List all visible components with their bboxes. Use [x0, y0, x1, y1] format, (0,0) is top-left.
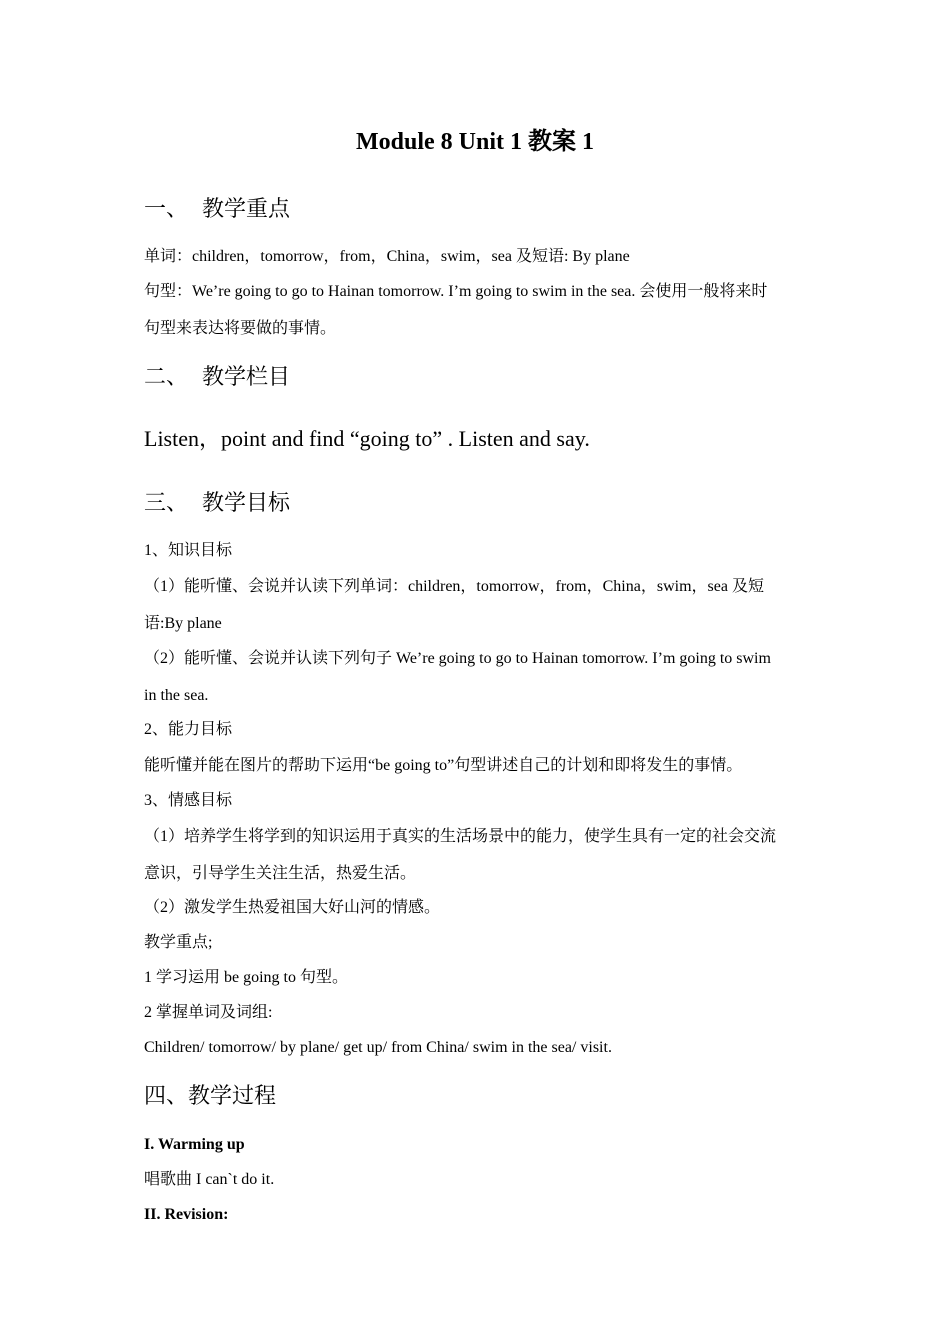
objective-line: （2）能听懂、会说并认读下列句子 We’re going to go to Hainan tomorrow. I’m going to swim [144, 650, 771, 667]
objective-line: （1）能听懂、会说并认读下列单词：children，tomorrow，from，China，swim，sea 及短 [144, 578, 764, 595]
section-3-title: 教学目标 [202, 490, 291, 515]
objective-emotion-heading: 3、情感目标 [144, 792, 233, 809]
key-point-item: 1 学习运用 be going to 句型。 [144, 969, 348, 986]
section-1-title: 教学重点 [202, 196, 291, 221]
warming-up-title: I. Warming up [144, 1136, 245, 1153]
objective-line: 意识，引导学生关注生活，热爱生活。 [144, 865, 417, 882]
objective-line: （2）激发学生热爱祖国大好山河的情感。 [144, 899, 441, 916]
key-vocab-list: Children/ tomorrow/ by plane/ get up/ from China/ swim in the sea/ visit. [144, 1039, 612, 1056]
document-title: Module 8 Unit 1 教案 1 [355, 129, 594, 155]
objective-ability-heading: 2、能力目标 [144, 721, 233, 738]
revision-title: II. Revision: [144, 1206, 229, 1223]
section-1-heading [144, 195, 290, 223]
section-1-number: 一、 [144, 196, 189, 221]
sentence-pattern-line-cont: 句型来表达将要做的事情。 [144, 320, 337, 337]
section-2-heading [144, 363, 290, 391]
objective-line: in the sea. [144, 687, 209, 704]
section-3-heading [144, 489, 290, 517]
objective-knowledge-heading: 1、知识目标 [144, 542, 233, 559]
objective-line: 语:By plane [144, 615, 222, 632]
section-3-number: 三、 [144, 490, 189, 515]
section-2-number: 二、 [144, 364, 189, 389]
vocab-line: 单词：children，tomorrow，from，China，swim，sea 及短语: By plane [144, 248, 630, 265]
key-points-heading: 教学重点; [144, 934, 213, 951]
section-2-content: Listen，point and find “going to” . Listen and say. [144, 426, 590, 451]
warming-up-text: 唱歌曲 I can`t do it. [144, 1171, 275, 1188]
key-point-item: 2 掌握单词及词组: [144, 1004, 273, 1021]
objective-line: 能听懂并能在图片的帮助下运用“be going to”句型讲述自己的计划和即将发生的事情。 [144, 757, 743, 774]
sentence-pattern-line: 句型：We’re going to go to Hainan tomorrow. I’m going to swim in the sea. 会使用一般将来时 [144, 283, 768, 300]
objective-line: （1）培养学生将学到的知识运用于真实的生活场景中的能力，使学生具有一定的社会交流 [144, 828, 777, 845]
section-4-heading: 四、教学过程 [144, 1083, 277, 1108]
section-2-title: 教学栏目 [202, 364, 291, 389]
